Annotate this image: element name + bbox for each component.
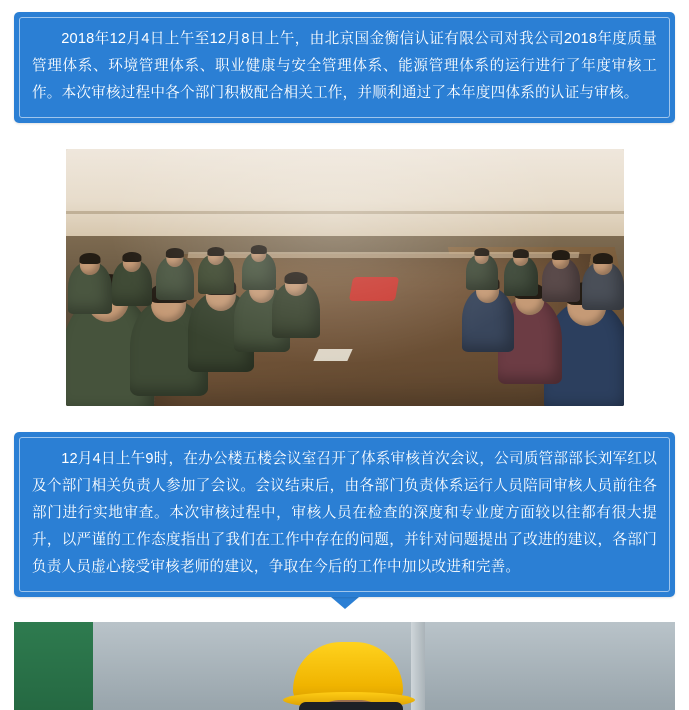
meeting-photo xyxy=(66,149,624,406)
photo-worker-glasses xyxy=(299,702,403,710)
article-page xyxy=(0,12,689,710)
photo-green-board xyxy=(14,622,93,710)
meeting-photo-container xyxy=(14,149,675,406)
panel-arrow-icon xyxy=(331,597,359,609)
intro-paragraph: 2018年12月4日上午至12月8日上午，由北京国金衡信认证有限公司对我公司2018年度质量管理体系、环境管理体系、职业健康与安全管理体系、能源管理体系的运行进行了年度审核工作。本次审核过程中各个部门积极配合相关工作，并顺利通过了本年度四体系的认证与审核。 xyxy=(32,31,657,101)
detail-paragraph: 12月4日上午9时，在办公楼五楼会议室召开了体系审核首次会议，公司质管部部长刘军红以及个部门相关负责人参加了会议。会议结束后，由各部门负责体系运行人员陪同审核人员前往各部门进行实地审查。本次审核过程中，审核人员在检查的深度和专业度方面较以往都有很大提升，以严谨的工作态度指出了我们在工作中存在的问题，并针对问题提出了改进的建议，各部门负责人员虚心接受审核老师的建议，争取在今后的工作中加以改进和完善。 xyxy=(32,451,657,575)
helmet-photo xyxy=(14,622,675,710)
photo-lighting-overlay xyxy=(66,149,624,406)
detail-text-panel xyxy=(14,432,675,597)
photo-worker xyxy=(265,642,465,710)
intro-text-panel xyxy=(14,12,675,123)
helmet-photo-container xyxy=(14,622,675,710)
